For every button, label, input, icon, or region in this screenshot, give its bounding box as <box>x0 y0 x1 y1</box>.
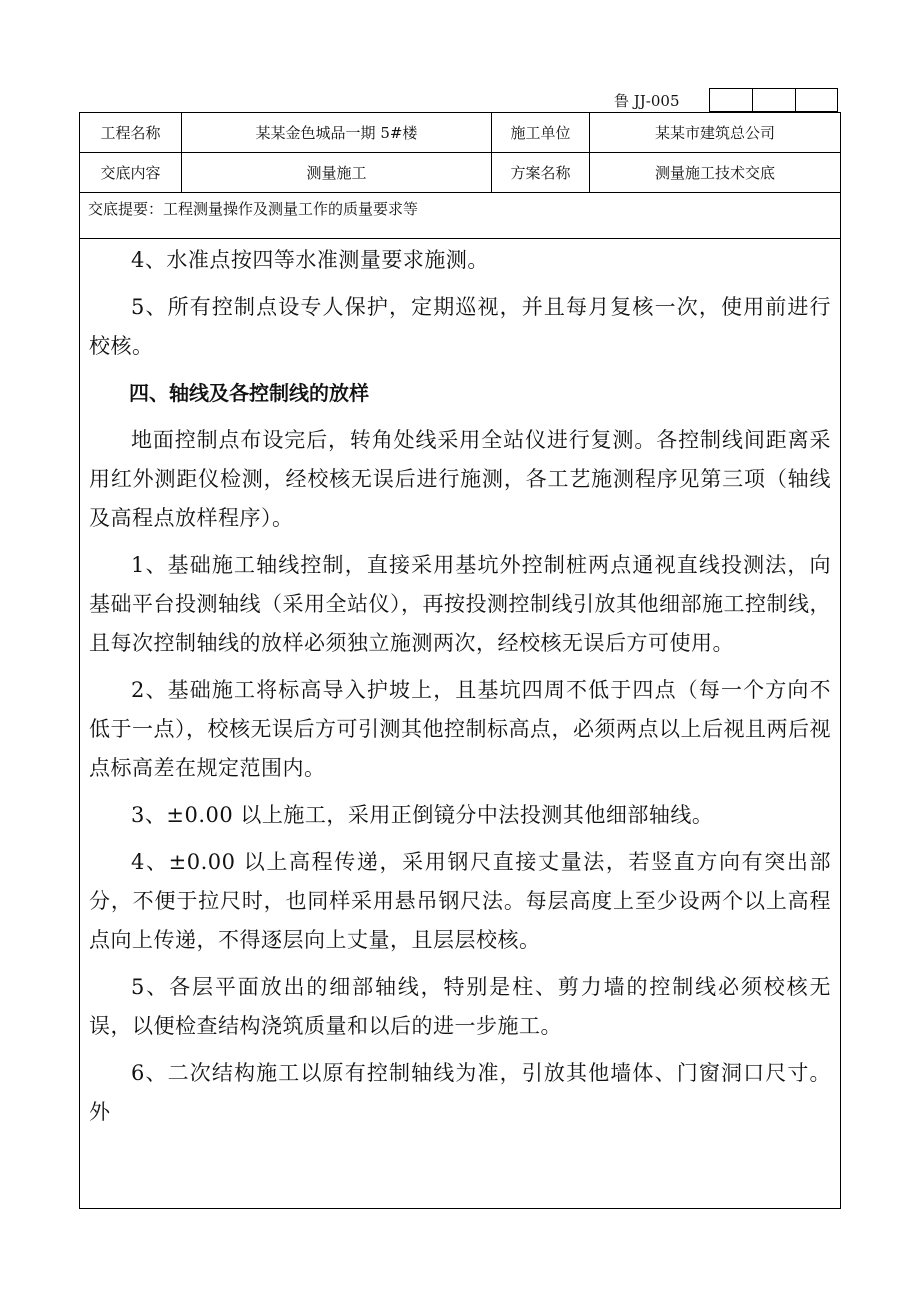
project-name-value: 某某金色城品一期 5#楼 <box>182 113 492 152</box>
form-code-boxes <box>709 88 838 112</box>
paragraph: 1、基础施工轴线控制，直接采用基坑外控制桩两点通视直线投测法，向基础平台投测轴线（采用全站仪），再按投测控制线引放其他细部施工控制线，且每次控制轴线的放样必须独立施测两次，经校核无误后方可使用。 <box>89 553 831 655</box>
paragraph: 2、基础施工将标高导入护坡上，且基坑四周不低于四点（每一个方向不低于一点），校核无误后方可引测其他控制标高点，必须两点以上后视且两后视点标高差在规定范围内。 <box>89 678 831 780</box>
contractor-label: 施工单位 <box>492 113 590 152</box>
form-code: 鲁 JJ-005 <box>614 91 680 110</box>
header-row-1 <box>80 113 840 153</box>
code-box <box>795 88 838 112</box>
content-value: 测量施工 <box>182 153 492 192</box>
paragraph: 6、二次结构施工以原有控制轴线为准，引放其他墙体、门窗洞口尺寸。外 <box>89 1061 831 1124</box>
summary: 交底提要：工程测量操作及测量工作的质量要求等 <box>80 193 840 239</box>
plan-name-label: 方案名称 <box>492 153 590 192</box>
code-box <box>709 88 752 112</box>
section-heading: 四、轴线及各控制线的放样 <box>129 381 369 405</box>
paragraph: 地面控制点布设完后，转角处线采用全站仪进行复测。各控制线间距离采用红外测距仪检测，经校核无误后进行施测，各工艺施测程序见第三项（轴线及高程点放样程序）。 <box>89 428 831 530</box>
paragraph: 5、所有控制点设专人保护，定期巡视，并且每月复核一次，使用前进行校核。 <box>89 295 831 358</box>
project-name-label: 工程名称 <box>80 113 182 152</box>
document-frame <box>79 112 841 1209</box>
header-row-2 <box>80 153 840 193</box>
content-label: 交底内容 <box>80 153 182 192</box>
form-code-row <box>590 88 708 112</box>
paragraph: 5、各层平面放出的细部轴线，特别是柱、剪力墙的控制线必须校核无误，以便检查结构浇筑质量和以后的进一步施工。 <box>89 975 831 1038</box>
paragraph: 4、±0.00 以上高程传递，采用钢尺直接丈量法，若竖直方向有突出部分，不便于拉尺时，也同样采用悬吊钢尺法。每层高度上至少设两个以上高程点向上传递，不得逐层向上丈量，且层层校核。 <box>89 850 831 952</box>
paragraph: 4、水准点按四等水准测量要求施测。 <box>131 248 489 272</box>
paragraph: 3、±0.00 以上施工，采用正倒镜分中法投测其他细部轴线。 <box>131 803 714 827</box>
plan-name-value: 测量施工技术交底 <box>654 164 775 182</box>
contractor-value: 某某市建筑总公司 <box>654 124 775 142</box>
body-content <box>80 241 840 1140</box>
code-box <box>752 88 795 112</box>
